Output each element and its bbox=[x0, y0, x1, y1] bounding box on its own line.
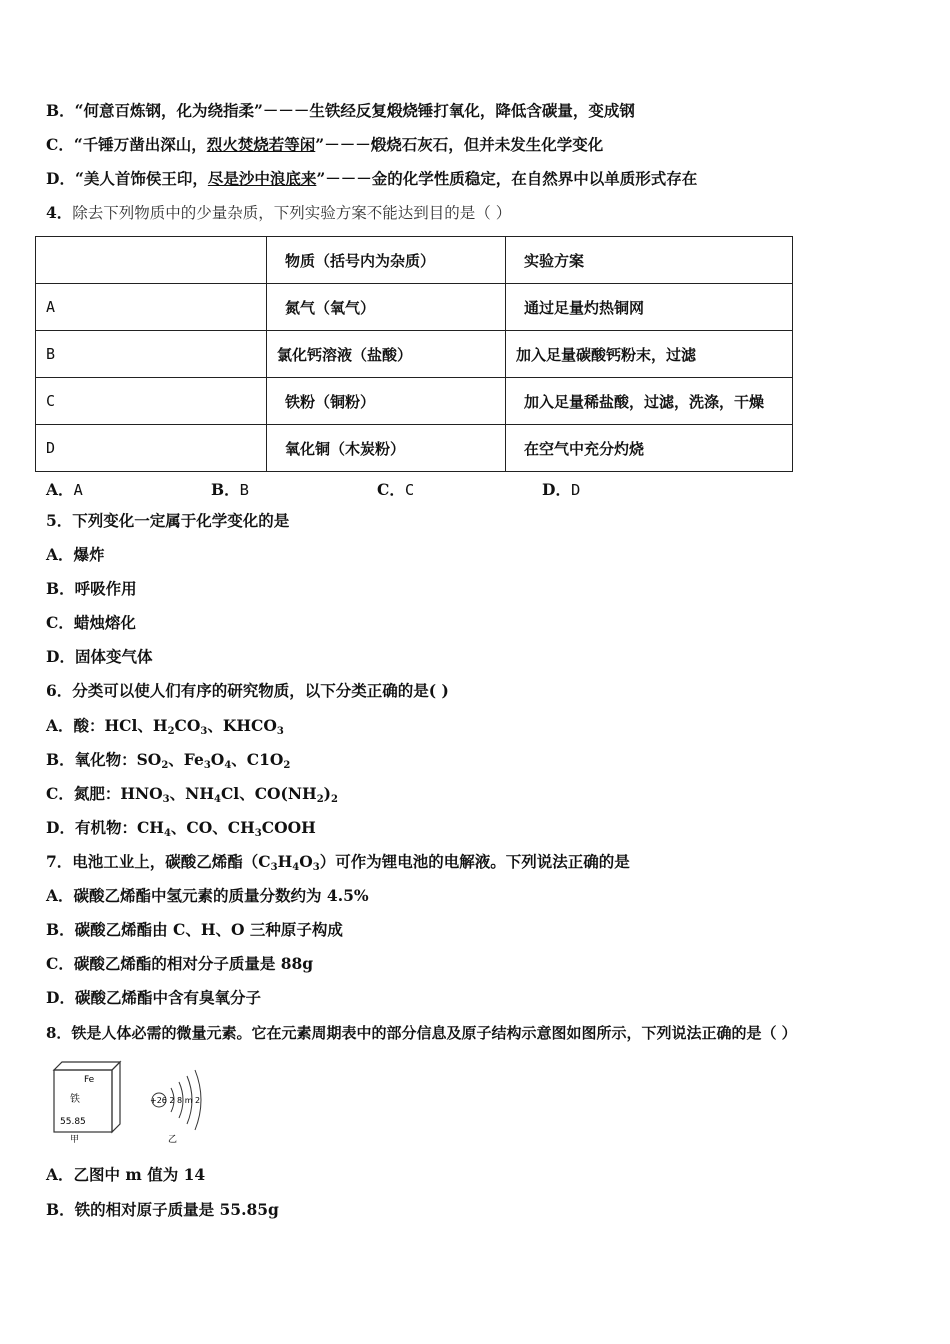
separator: 、 bbox=[170, 818, 187, 837]
option-label: A．酸： bbox=[46, 716, 105, 735]
table-cell: 氮气（氧气） bbox=[267, 284, 506, 331]
subscript: 3 bbox=[276, 726, 284, 737]
subscript: 4 bbox=[213, 794, 221, 805]
table-header-cell: 物质（括号内为杂质） bbox=[267, 237, 506, 284]
separator: 、 bbox=[207, 716, 223, 735]
atom-shells: +26 2 8 m 2 bbox=[150, 1096, 201, 1105]
option-value: D bbox=[570, 481, 581, 499]
formula: Cl bbox=[220, 784, 240, 803]
formula: NH bbox=[185, 784, 214, 803]
option-label: A． bbox=[46, 480, 74, 499]
table-cell: 加入足量稀盐酸，过滤，洗涤，干燥 bbox=[506, 378, 793, 425]
q5-option-d: D．固体变气体 bbox=[46, 647, 153, 666]
q6-option-d bbox=[46, 818, 316, 838]
figure-label-b: 乙 bbox=[168, 1135, 178, 1145]
q6-option-b bbox=[46, 750, 290, 770]
q3-option-c-post: ”－－－煅烧石灰石，但并未发生化学变化 bbox=[315, 135, 604, 154]
formula: KHCO bbox=[222, 716, 277, 735]
table-cell: 通过足量灼热铜网 bbox=[506, 284, 793, 331]
q6-stem: 6．分类可以使人们有序的研究物质，以下分类正确的是( ) bbox=[46, 681, 449, 700]
q8-option-b: B．铁的相对原子质量是 55.85g bbox=[46, 1200, 279, 1219]
subscript: 3 bbox=[200, 726, 208, 737]
q8-stem: 8．铁是人体必需的微量元素。它在元素周期表中的部分信息及原子结构示意图如图所示，下列说法正确的是（ ） bbox=[46, 1024, 797, 1042]
subscript: 2 bbox=[316, 794, 324, 805]
separator: 、 bbox=[231, 750, 247, 769]
q5-option-b: B．呼吸作用 bbox=[46, 579, 137, 598]
element-name: 铁 bbox=[70, 1094, 80, 1105]
table-cell: 氯化钙溶液（盐酸） bbox=[267, 331, 506, 378]
q3-option-d bbox=[46, 169, 697, 189]
formula: CH bbox=[227, 818, 255, 837]
q7-stem-pre: 7．电池工业上，碳酸乙烯酯（C bbox=[46, 852, 271, 871]
q4-number: 4． bbox=[46, 203, 73, 222]
separator: 、 bbox=[168, 750, 184, 769]
element-mass: 55.85 bbox=[60, 1117, 86, 1127]
q4-stem-line bbox=[46, 203, 511, 223]
subscript: 3 bbox=[270, 862, 278, 873]
table-cell: D bbox=[36, 425, 267, 472]
subscript: 2 bbox=[161, 760, 169, 771]
figure-label-a: 甲 bbox=[70, 1135, 80, 1145]
separator: 、 bbox=[212, 818, 228, 837]
q8-option-a: A．乙图中 m 值为 14 bbox=[46, 1165, 206, 1184]
table-cell: 在空气中充分灼烧 bbox=[506, 425, 793, 472]
q5-option-a: A．爆炸 bbox=[46, 545, 105, 564]
q3-option-d-pre: D．“美人首饰侯王印， bbox=[46, 169, 208, 188]
option-label: C． bbox=[377, 480, 405, 499]
formula: H bbox=[152, 716, 168, 735]
q5-stem: 5．下列变化一定属于化学变化的是 bbox=[46, 511, 290, 530]
option-label: D． bbox=[542, 480, 571, 499]
subscript: 4 bbox=[292, 862, 300, 873]
q6-option-a bbox=[46, 716, 284, 736]
subscript: 3 bbox=[312, 862, 320, 873]
subscript: 3 bbox=[162, 794, 170, 805]
formula: CH bbox=[136, 818, 164, 837]
table-cell: 加入足量碳酸钙粉末，过滤 bbox=[506, 331, 793, 378]
q4-option-b bbox=[211, 478, 249, 500]
option-label: D．有机物： bbox=[46, 818, 137, 837]
q7-stem bbox=[46, 852, 630, 872]
table-header-cell bbox=[36, 237, 267, 284]
table-cell: 氧化铜（木炭粉） bbox=[267, 425, 506, 472]
formula: CO bbox=[186, 818, 213, 837]
table-cell: B bbox=[36, 331, 267, 378]
subscript: 3 bbox=[203, 760, 211, 771]
option-label: B． bbox=[211, 480, 240, 499]
option-label: B．氧化物： bbox=[46, 750, 137, 769]
q4-table bbox=[35, 236, 793, 472]
subscript: 2 bbox=[331, 794, 338, 805]
q4-option-d bbox=[542, 478, 580, 500]
table-row bbox=[36, 331, 793, 378]
q7-option-b: B．碳酸乙烯酯由 C、H、O 三种原子构成 bbox=[46, 920, 343, 939]
separator: 、 bbox=[137, 716, 153, 735]
formula: C1O bbox=[246, 750, 284, 769]
q7-option-c: C．碳酸乙烯酯的相对分子质量是 88g bbox=[46, 954, 314, 973]
table-cell: C bbox=[36, 378, 267, 425]
q7-option-d: D．碳酸乙烯酯中含有臭氧分子 bbox=[46, 988, 261, 1007]
q3-option-d-underlined: 尽是沙中浪底来 bbox=[207, 169, 317, 188]
formula: CO bbox=[174, 716, 201, 735]
q7-option-a: A．碳酸乙烯酯中氢元素的质量分数约为 4.5% bbox=[46, 886, 369, 905]
option-label: C．氮肥： bbox=[46, 784, 121, 803]
q4-option-a bbox=[46, 478, 83, 500]
formula: Fe bbox=[183, 750, 204, 769]
q3-option-c-pre: C．“千锤万凿出深山， bbox=[46, 135, 207, 154]
formula: COOH bbox=[261, 818, 316, 837]
q3-option-c bbox=[46, 135, 603, 155]
q3-option-d-post: ”－－－金的化学性质稳定，在自然界中以单质形式存在 bbox=[316, 169, 698, 188]
q4-stem: 除去下列物质中的少量杂质，下列实验方案不能达到目的是（ ） bbox=[72, 204, 512, 222]
element-symbol: Fe bbox=[84, 1075, 95, 1085]
table-cell: A bbox=[36, 284, 267, 331]
subscript: 2 bbox=[167, 726, 175, 737]
formula: SO bbox=[136, 750, 162, 769]
q7-stem-post: ）可作为锂电池的电解液。下列说法正确的是 bbox=[319, 852, 630, 871]
option-value: B bbox=[239, 481, 249, 499]
table-cell: 铁粉（铜粉） bbox=[267, 378, 506, 425]
q5-option-c: C．蜡烛熔化 bbox=[46, 613, 136, 632]
table-row bbox=[36, 425, 793, 472]
subscript: 4 bbox=[224, 760, 232, 771]
table-row bbox=[36, 284, 793, 331]
formula: HCl bbox=[104, 716, 138, 735]
option-value: C bbox=[404, 481, 415, 499]
table-header-row bbox=[36, 237, 793, 284]
formula: O bbox=[210, 750, 225, 769]
subscript: 3 bbox=[254, 828, 262, 839]
formula: O bbox=[299, 852, 313, 871]
formula: H bbox=[277, 852, 293, 871]
table-row bbox=[36, 378, 793, 425]
formula: CO(NH bbox=[254, 784, 317, 803]
q4-option-c bbox=[377, 478, 414, 500]
formula: HNO bbox=[120, 784, 163, 803]
table-header-cell: 实验方案 bbox=[506, 237, 793, 284]
q3-option-c-underlined: 烈火焚烧若等闲 bbox=[206, 135, 316, 154]
subscript: 2 bbox=[283, 760, 291, 771]
formula: ) bbox=[323, 784, 332, 803]
q3-option-b: B．“何意百炼钢，化为绕指柔”－－－生铁经反复煅烧锤打氧化，降低含碳量，变成钢 bbox=[46, 101, 635, 120]
q8-figure bbox=[46, 1058, 216, 1150]
q6-option-c bbox=[46, 784, 338, 804]
q8-figure-svg bbox=[46, 1058, 216, 1150]
option-value: A bbox=[73, 481, 83, 499]
separator: 、 bbox=[239, 784, 255, 803]
separator: 、 bbox=[169, 784, 186, 803]
subscript: 4 bbox=[163, 828, 171, 839]
